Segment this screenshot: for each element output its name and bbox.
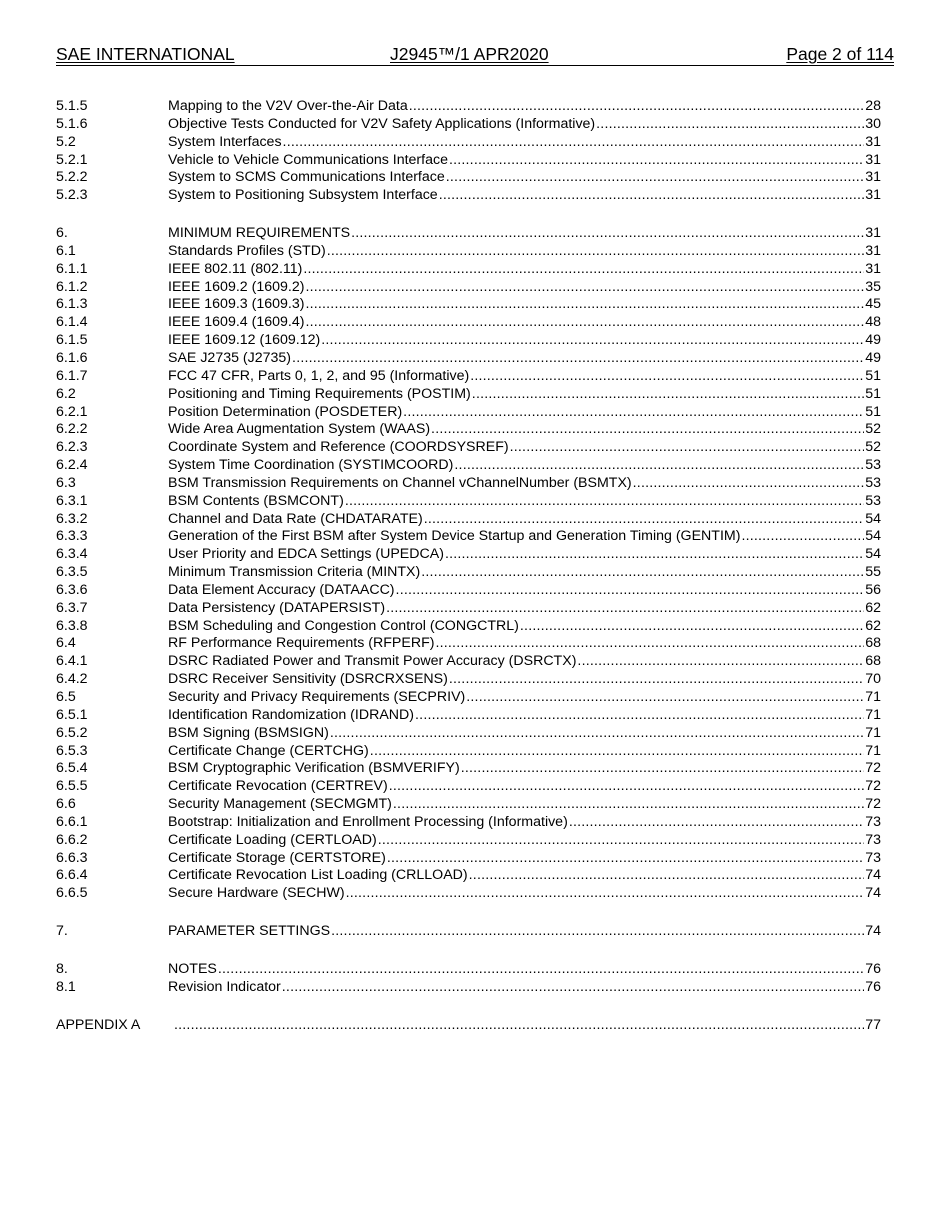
toc-entry-line xyxy=(168,635,881,653)
toc-section-title[interactable]: NOTES xyxy=(168,960,217,977)
toc-entry[interactable] xyxy=(56,867,881,885)
toc-dot-leader xyxy=(283,134,865,152)
toc-section-number: 5.2.3 xyxy=(56,187,88,204)
toc-entry[interactable] xyxy=(56,707,881,725)
toc-entry[interactable] xyxy=(56,885,881,903)
toc-page-number: 31 xyxy=(865,242,881,259)
toc-section-number: 6.4.2 xyxy=(56,671,88,688)
toc-section-title[interactable]: System Time Coordination (SYSTIMCOORD) xyxy=(168,457,454,474)
toc-entry[interactable] xyxy=(56,243,881,261)
toc-entry-line xyxy=(168,511,881,529)
toc-page-number: 72 xyxy=(865,760,881,777)
toc-section-title[interactable]: Certificate Revocation List Loading (CRLLOAD) xyxy=(168,867,468,884)
toc-dot-leader xyxy=(470,368,864,386)
toc-entry[interactable] xyxy=(56,296,881,314)
toc-entry[interactable] xyxy=(56,564,881,582)
toc-entry-line xyxy=(168,885,881,903)
toc-entry-line xyxy=(168,152,881,170)
toc-dot-leader xyxy=(449,152,864,170)
toc-section-number: 6.1.3 xyxy=(56,296,88,313)
toc-entry-line xyxy=(168,296,881,314)
toc-section-number: 6.1.5 xyxy=(56,332,88,349)
toc-entry[interactable] xyxy=(56,169,881,187)
header-document-id: J2945™/1 APR2020 xyxy=(390,44,549,64)
toc-dot-leader xyxy=(330,725,864,743)
toc-section-number: 5.1.6 xyxy=(56,115,88,132)
toc-section-title[interactable]: Security and Privacy Requirements (SECPRIV) xyxy=(168,689,466,705)
toc-dot-leader xyxy=(292,350,864,368)
toc-section-title[interactable]: BSM Transmission Requirements on Channel vChannelNumber (BSMTX) xyxy=(168,474,632,491)
toc-page-number: 51 xyxy=(865,367,881,384)
toc-dot-leader xyxy=(741,528,864,546)
header-organization: SAE INTERNATIONAL xyxy=(56,44,235,64)
toc-entry[interactable] xyxy=(56,314,881,332)
toc-entry-line xyxy=(168,671,881,689)
toc-section-number: 6.3.7 xyxy=(56,599,88,616)
toc-page-number: 52 xyxy=(865,421,881,438)
toc-entry-line xyxy=(168,368,881,386)
toc-page-number: 31 xyxy=(865,260,881,277)
toc-entry-line xyxy=(168,867,881,885)
toc-entry-line xyxy=(168,979,881,997)
toc-dot-leader xyxy=(403,404,864,422)
toc-section-number: 6.4 xyxy=(56,635,76,652)
toc-page-number: 74 xyxy=(865,867,881,884)
toc-section-title[interactable]: Secure Hardware (SECHW) xyxy=(168,885,345,902)
toc-entry-line xyxy=(168,421,881,439)
toc-section-number: 6.1.1 xyxy=(56,260,88,277)
toc-section-title[interactable]: Coordinate System and Reference (COORDSYSREF) xyxy=(168,439,509,456)
toc-section-title[interactable]: Certificate Revocation (CERTREV) xyxy=(168,778,388,795)
toc-dot-leader xyxy=(445,546,864,564)
toc-section-number: 6.3.6 xyxy=(56,581,88,598)
toc-entry-line xyxy=(168,98,881,116)
toc-section-number: 6.3.1 xyxy=(56,492,88,509)
toc-dot-leader xyxy=(454,457,864,475)
toc-dot-leader xyxy=(387,850,864,868)
toc-section-number: 6.3.5 xyxy=(56,564,88,581)
toc-entry-line xyxy=(168,404,881,422)
toc-entry-line xyxy=(168,923,881,941)
toc-page-number: 51 xyxy=(865,385,881,402)
toc-page-number: 70 xyxy=(865,671,881,688)
toc-entry[interactable] xyxy=(56,1017,881,1035)
toc-entry[interactable] xyxy=(56,582,881,600)
toc-dot-leader xyxy=(305,296,864,314)
toc-section-number: 6.1 xyxy=(56,242,76,259)
toc-entry-line xyxy=(168,618,881,636)
toc-dot-leader xyxy=(218,961,864,979)
toc-section-number: APPENDIX A xyxy=(56,1016,141,1033)
toc-entry[interactable] xyxy=(56,814,881,832)
toc-dot-leader xyxy=(351,225,864,243)
toc-entry[interactable] xyxy=(56,439,881,457)
toc-section-title[interactable]: Standards Profiles (STD) xyxy=(168,242,326,259)
toc-section-number: 5.2 xyxy=(56,133,76,150)
toc-section-number: 6.5 xyxy=(56,689,76,705)
toc-entry-line xyxy=(168,814,881,832)
toc-dot-leader xyxy=(577,653,864,671)
toc-section-title[interactable]: IEEE 1609.12 (1609.12) xyxy=(168,332,321,349)
toc-entry[interactable] xyxy=(56,152,881,170)
toc-dot-leader xyxy=(424,511,865,529)
toc-page-number: 49 xyxy=(865,349,881,366)
header-page-number: Page 2 of 114 xyxy=(786,44,894,64)
toc-entry-line xyxy=(168,707,881,725)
toc-page-number: 76 xyxy=(865,978,881,995)
toc-entry-line xyxy=(168,725,881,743)
toc-dot-leader xyxy=(327,243,865,261)
toc-page-number: 71 xyxy=(865,742,881,759)
toc-section-title[interactable]: MINIMUM REQUIREMENTS xyxy=(168,225,351,242)
toc-section-number: 6.5.4 xyxy=(56,760,88,777)
toc-dot-leader xyxy=(331,923,864,941)
toc-section-number: 6.2.3 xyxy=(56,439,88,456)
toc-dot-leader xyxy=(378,832,865,850)
toc-section-title[interactable]: User Priority and EDCA Settings (UPEDCA) xyxy=(168,546,444,563)
page-header xyxy=(56,43,894,66)
toc-page-number: 68 xyxy=(865,653,881,670)
toc-dot-leader xyxy=(409,98,864,116)
toc-page-number: 55 xyxy=(865,564,881,581)
toc-page-number: 62 xyxy=(865,617,881,634)
toc-entry[interactable] xyxy=(56,760,881,778)
toc-entry-line xyxy=(168,850,881,868)
toc-page-number: 30 xyxy=(865,115,881,132)
toc-section-number: 6.2.1 xyxy=(56,403,88,420)
toc-section-number: 6.4.1 xyxy=(56,653,88,670)
toc-entry-line xyxy=(168,546,881,564)
toc-page-number: 53 xyxy=(865,474,881,491)
toc-entry-line xyxy=(168,225,881,243)
toc-section-number: 6.2.2 xyxy=(56,421,88,438)
toc-entry-line xyxy=(168,187,881,205)
toc-entry-line xyxy=(168,261,881,279)
toc-section-title[interactable]: BSM Scheduling and Congestion Control (CONGCTRL) xyxy=(168,617,519,634)
toc-page-number: 54 xyxy=(865,546,881,563)
toc-section-title[interactable]: Channel and Data Rate (CHDATARATE) xyxy=(168,510,423,527)
toc-section-title[interactable]: IEEE 1609.2 (1609.2) xyxy=(168,278,305,295)
toc-entry-line xyxy=(168,528,881,546)
toc-section-number: 6.5.1 xyxy=(56,706,88,723)
toc-entry-line xyxy=(168,314,881,332)
toc-entry[interactable] xyxy=(56,923,881,941)
toc-section-number: 6.3.4 xyxy=(56,546,88,563)
toc-entry[interactable] xyxy=(56,116,881,134)
toc-section-title[interactable]: Mapping to the V2V Over-the-Air Data xyxy=(168,98,408,114)
toc-entry[interactable] xyxy=(56,350,881,368)
toc-section-title[interactable]: IEEE 1609.3 (1609.3) xyxy=(168,296,305,313)
toc-entry-line xyxy=(168,564,881,582)
toc-section-title[interactable]: DSRC Radiated Power and Transmit Power Accuracy (DSRCTX) xyxy=(168,653,577,670)
toc-entry-line xyxy=(168,653,881,671)
toc-section-title[interactable]: System to SCMS Communications Interface xyxy=(168,169,445,186)
toc-page-number: 31 xyxy=(865,169,881,186)
toc-section-number: 6.3.2 xyxy=(56,510,88,527)
toc-entry-line xyxy=(168,116,881,134)
toc-page-number: 45 xyxy=(865,296,881,313)
toc-dot-leader xyxy=(510,439,865,457)
toc-section-title[interactable]: Generation of the First BSM after System Device Startup and Generation Timing (GENTIM) xyxy=(168,528,741,545)
toc-section-number: 6.3.3 xyxy=(56,528,88,545)
toc-entry[interactable] xyxy=(56,98,881,116)
toc-section-number: 6.1.7 xyxy=(56,367,88,384)
toc-entry-line xyxy=(168,493,881,511)
toc-page-number: 74 xyxy=(865,923,881,940)
toc-dot-leader xyxy=(321,332,864,350)
toc-entry[interactable] xyxy=(56,635,881,653)
toc-page-number: 53 xyxy=(865,492,881,509)
toc-dot-leader xyxy=(449,671,864,689)
toc-page-number: 56 xyxy=(865,581,881,598)
toc-dot-leader xyxy=(345,493,864,511)
toc-entry[interactable] xyxy=(56,332,881,350)
toc-section-number: 6.3.8 xyxy=(56,617,88,634)
toc-page-number: 54 xyxy=(865,528,881,545)
toc-entry[interactable] xyxy=(56,743,881,761)
toc-entry[interactable] xyxy=(56,493,881,511)
toc-section-title[interactable]: Vehicle to Vehicle Communications Interface xyxy=(168,151,448,168)
toc-section-title[interactable]: Positioning and Timing Requirements (POSTIM) xyxy=(168,385,471,402)
toc-entry[interactable] xyxy=(56,511,881,529)
toc-section-title[interactable]: RF Performance Requirements (RFPERF) xyxy=(168,635,435,652)
toc-entry-line xyxy=(168,961,881,979)
toc-section-number: 6.5.2 xyxy=(56,724,88,741)
toc-section-title[interactable]: Certificate Loading (CERTLOAD) xyxy=(168,831,377,848)
toc-entry[interactable] xyxy=(56,832,881,850)
toc-entry-line xyxy=(168,743,881,761)
toc-section-number: 6. xyxy=(56,225,68,242)
toc-dot-leader xyxy=(569,814,864,832)
toc-entry[interactable] xyxy=(56,134,881,152)
toc-section-title[interactable]: DSRC Receiver Sensitivity (DSRCRXSENS) xyxy=(168,671,448,688)
toc-section-number: 6.2 xyxy=(56,385,76,402)
toc-dot-leader xyxy=(431,421,864,439)
toc-entry-line xyxy=(168,475,881,493)
toc-page-number: 71 xyxy=(865,689,881,705)
toc-section-title[interactable]: Position Determination (POSDETER) xyxy=(168,403,403,420)
toc-entry[interactable] xyxy=(56,386,881,404)
toc-section-number: 6.5.3 xyxy=(56,742,88,759)
toc-page-number: 77 xyxy=(865,1016,881,1033)
toc-dot-leader xyxy=(421,564,864,582)
toc-section-title[interactable]: System to Positioning Subsystem Interface xyxy=(168,187,438,204)
toc-section-title[interactable]: Data Persistency (DATAPERSIST) xyxy=(168,599,386,616)
toc-entry[interactable] xyxy=(56,457,881,475)
toc-dot-leader xyxy=(596,116,864,134)
toc-dot-leader xyxy=(472,386,864,404)
toc-entry-line xyxy=(168,439,881,457)
toc-page-number: 72 xyxy=(865,778,881,795)
toc-section-number: 6.6.3 xyxy=(56,849,88,866)
toc-page-number: 53 xyxy=(865,457,881,474)
toc-page-number: 71 xyxy=(865,724,881,741)
toc-entry-line xyxy=(168,600,881,618)
toc-entry[interactable] xyxy=(56,528,881,546)
toc-dot-leader xyxy=(415,707,864,725)
toc-dot-leader xyxy=(461,760,864,778)
toc-dot-leader xyxy=(520,618,864,636)
toc-entry-line xyxy=(168,582,881,600)
toc-section-title[interactable]: BSM Cryptographic Verification (BSMVERIFY) xyxy=(168,760,460,777)
toc-entry[interactable] xyxy=(56,225,881,243)
toc-entry[interactable] xyxy=(56,850,881,868)
toc-entry[interactable] xyxy=(56,671,881,689)
toc-section-number: 6.1.6 xyxy=(56,349,88,366)
toc-entry-line xyxy=(168,243,881,261)
toc-dot-leader xyxy=(305,314,864,332)
toc-entry[interactable] xyxy=(56,421,881,439)
toc-entry[interactable] xyxy=(56,600,881,618)
toc-page-number: 76 xyxy=(865,960,881,977)
toc-entry-line xyxy=(168,778,881,796)
toc-section-title[interactable]: Certificate Change (CERTCHG) xyxy=(168,742,369,759)
toc-dot-leader xyxy=(393,796,864,814)
toc-dot-leader xyxy=(446,169,864,187)
toc-entry-line xyxy=(168,760,881,778)
toc-page-number: 28 xyxy=(865,98,881,114)
toc-entry[interactable] xyxy=(56,653,881,671)
toc-dot-leader xyxy=(435,635,864,653)
toc-entry[interactable] xyxy=(56,689,881,707)
toc-page-number: 73 xyxy=(865,831,881,848)
toc-dot-leader xyxy=(466,689,864,707)
toc-page-number: 72 xyxy=(865,796,881,813)
toc-section-number: 6.6.2 xyxy=(56,831,88,848)
toc-section-title[interactable]: System Interfaces xyxy=(168,133,282,150)
toc-dot-leader xyxy=(346,885,865,903)
toc-entry-line xyxy=(168,689,881,707)
toc-dot-leader xyxy=(439,187,865,205)
toc-section-title[interactable]: BSM Signing (BSMSIGN) xyxy=(168,724,329,741)
toc-section-number: 5.1.5 xyxy=(56,98,88,114)
toc-dot-leader xyxy=(174,1017,864,1035)
toc-entry[interactable] xyxy=(56,368,881,386)
toc-page-number: 52 xyxy=(865,439,881,456)
toc-section-title[interactable]: Security Management (SECMGMT) xyxy=(168,796,392,813)
toc-page-number: 73 xyxy=(865,813,881,830)
toc-section-number: 6.2.4 xyxy=(56,457,88,474)
toc-section-number: 6.1.2 xyxy=(56,278,88,295)
toc-dot-leader xyxy=(389,778,865,796)
toc-entry-line xyxy=(168,386,881,404)
toc-section-title[interactable]: BSM Contents (BSMCONT) xyxy=(168,492,344,509)
toc-section-number: 8.1 xyxy=(56,978,76,995)
toc-page-number: 31 xyxy=(865,187,881,204)
toc-entry-line xyxy=(168,332,881,350)
toc-page-number: 74 xyxy=(865,885,881,902)
toc-entry[interactable] xyxy=(56,979,881,997)
toc-entry-line xyxy=(168,134,881,152)
toc-entry[interactable] xyxy=(56,796,881,814)
toc-entry[interactable] xyxy=(56,187,881,205)
toc-page-number: 73 xyxy=(865,849,881,866)
toc-page-number: 54 xyxy=(865,510,881,527)
toc-dot-leader xyxy=(305,279,864,297)
toc-entry[interactable] xyxy=(56,618,881,636)
toc-page-number: 31 xyxy=(865,151,881,168)
toc-section-number: 6.6.1 xyxy=(56,813,88,830)
toc-section-number: 5.2.1 xyxy=(56,151,88,168)
toc-entry[interactable] xyxy=(56,279,881,297)
toc-section-title[interactable]: Identification Randomization (IDRAND) xyxy=(168,706,415,723)
toc-entry-line xyxy=(173,1017,881,1035)
toc-dot-leader xyxy=(370,743,864,761)
toc-section-number: 8. xyxy=(56,960,68,977)
toc-entry-line xyxy=(168,279,881,297)
toc-section-number: 6.1.4 xyxy=(56,314,88,331)
table-of-contents xyxy=(56,98,881,1035)
toc-section-number: 6.6 xyxy=(56,796,76,813)
toc-section-title[interactable]: IEEE 1609.4 (1609.4) xyxy=(168,314,305,331)
toc-section-title[interactable]: Revision Indicator xyxy=(168,978,281,995)
toc-entry[interactable] xyxy=(56,404,881,422)
toc-entry[interactable] xyxy=(56,778,881,796)
toc-entry-line xyxy=(168,457,881,475)
toc-section-number: 6.5.5 xyxy=(56,778,88,795)
toc-page-number: 31 xyxy=(865,225,881,242)
toc-section-title[interactable]: Data Element Accuracy (DATAACC) xyxy=(168,581,395,598)
toc-dot-leader xyxy=(633,475,865,493)
toc-entry[interactable] xyxy=(56,475,881,493)
toc-entry[interactable] xyxy=(56,261,881,279)
toc-page-number: 62 xyxy=(865,599,881,616)
toc-section-number: 7. xyxy=(56,923,68,940)
toc-section-title[interactable]: Minimum Transmission Criteria (MINTX) xyxy=(168,564,421,581)
toc-page-number: 48 xyxy=(865,314,881,331)
toc-dot-leader xyxy=(396,582,865,600)
toc-section-title[interactable]: IEEE 802.11 (802.11) xyxy=(168,260,303,277)
toc-section-title[interactable]: Bootstrap: Initialization and Enrollment Processing (Informative) xyxy=(168,813,568,830)
toc-section-title[interactable]: FCC 47 CFR, Parts 0, 1, 2, and 95 (Informative) xyxy=(168,367,470,384)
toc-section-number: 6.6.5 xyxy=(56,885,88,902)
toc-section-title[interactable]: Certificate Storage (CERTSTORE) xyxy=(168,849,386,866)
toc-section-title[interactable]: PARAMETER SETTINGS xyxy=(168,923,331,940)
toc-dot-leader xyxy=(303,261,864,279)
toc-page-number: 35 xyxy=(865,278,881,295)
toc-dot-leader xyxy=(282,979,864,997)
toc-entry-line xyxy=(168,832,881,850)
toc-entry-line xyxy=(168,796,881,814)
toc-entry-line xyxy=(168,350,881,368)
toc-page-number: 51 xyxy=(865,403,881,420)
toc-entry-line xyxy=(168,169,881,187)
toc-section-number: 5.2.2 xyxy=(56,169,88,186)
toc-page-number: 49 xyxy=(865,332,881,349)
toc-dot-leader xyxy=(469,867,865,885)
toc-page-number: 71 xyxy=(865,706,881,723)
toc-entry[interactable] xyxy=(56,961,881,979)
toc-section-title[interactable]: Objective Tests Conducted for V2V Safety Applications (Informative) xyxy=(168,115,596,132)
toc-section-title[interactable]: Wide Area Augmentation System (WAAS) xyxy=(168,421,431,438)
toc-page-number: 31 xyxy=(865,133,881,150)
toc-entry[interactable] xyxy=(56,546,881,564)
toc-section-number: 6.3 xyxy=(56,474,76,491)
toc-section-number: 6.6.4 xyxy=(56,867,88,884)
toc-dot-leader xyxy=(386,600,864,618)
toc-page-number: 68 xyxy=(865,635,881,652)
toc-section-title[interactable]: SAE J2735 (J2735) xyxy=(168,349,292,366)
toc-entry[interactable] xyxy=(56,725,881,743)
